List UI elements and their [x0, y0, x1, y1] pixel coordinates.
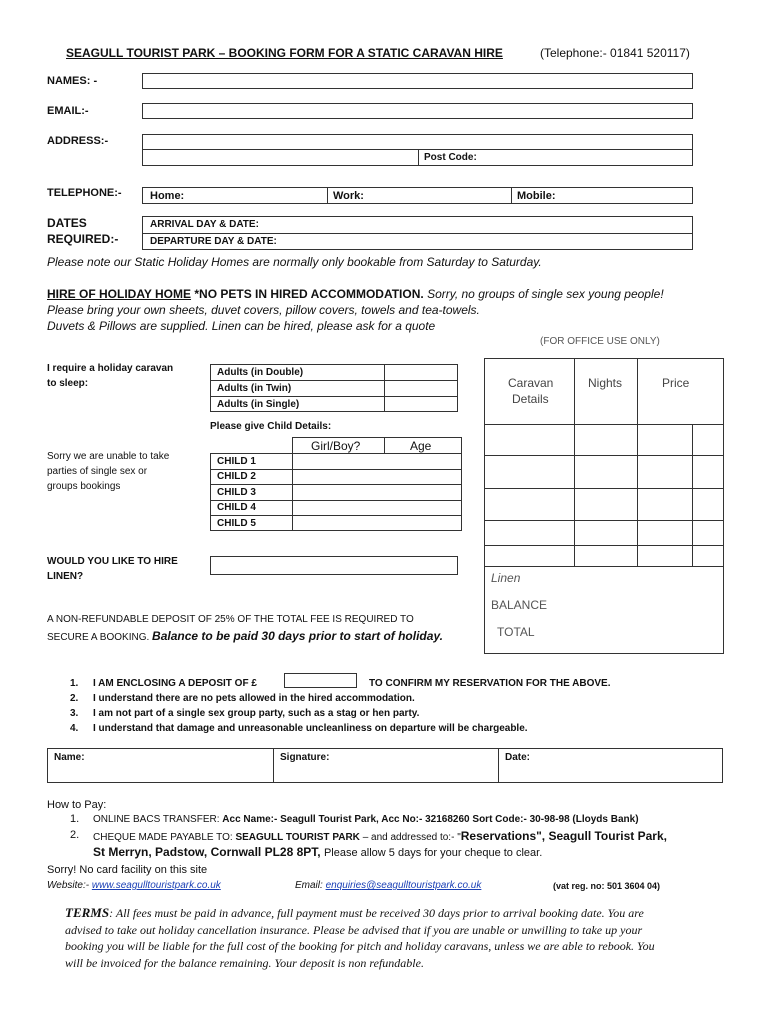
arrival-label: ARRIVAL DAY & DATE:: [150, 219, 259, 230]
terms-line-1: : All fees must be paid in advance, full payment must be received 30 days prior to arrival booking date. You are: [109, 906, 644, 920]
sign-name-input[interactable]: [92, 750, 270, 780]
website-link[interactable]: www.seagulltouristpark.co.uk: [91, 880, 221, 891]
price-header: Price: [662, 376, 690, 390]
home-phone-label: Home:: [150, 190, 185, 202]
decl-num-2: 2.: [70, 693, 79, 704]
child-row-line-3: [210, 500, 462, 501]
sleep-label-2: to sleep:: [47, 378, 89, 389]
vat-number: (vat reg. no: 501 3604 04): [553, 881, 661, 891]
telephone-input[interactable]: [142, 187, 693, 204]
sign-col-line-2: [498, 748, 499, 783]
office-row-line-6: [484, 566, 724, 567]
girl-boy-header: Girl/Boy?: [311, 439, 361, 453]
cheque-reservations: Reservations", Seagull Tourist Park,: [460, 829, 667, 843]
email-line: [295, 880, 481, 891]
no-card-note: Sorry! No card facility on this site: [47, 864, 208, 876]
terms-block: [65, 905, 725, 971]
caravan-header-2: Details: [512, 392, 549, 406]
confirm-reservation-text: TO CONFIRM MY RESERVATION FOR THE ABOVE.: [369, 678, 611, 689]
child-4-label: CHILD 4: [217, 502, 256, 513]
terms-heading: TERMS: [65, 905, 110, 920]
nights-header: Nights: [588, 376, 623, 390]
sleep-col-line: [384, 364, 385, 412]
child-details-heading: Please give Child Details:: [210, 421, 332, 432]
mobile-phone-label: Mobile:: [517, 190, 556, 202]
sorry-note-2: parties of single sex or: [47, 466, 148, 477]
adults-double-label: Adults (in Double): [217, 367, 304, 378]
balance-due-note: Balance to be paid 30 days prior to start of holiday.: [152, 629, 443, 643]
office-row-line-5: [484, 545, 724, 546]
child-row-line-4: [210, 515, 462, 516]
names-label: NAMES: -: [47, 75, 98, 87]
child-col-line-1: [292, 453, 293, 531]
cheque-addressed: – and addressed to:- ": [362, 832, 461, 843]
child-2-label: CHILD 2: [217, 471, 256, 482]
terms-line-2: advised to take out holiday cancellation insurance. Please be advised that if you are unable or unwilling to take up your: [65, 922, 643, 937]
sign-date-input[interactable]: [538, 750, 720, 780]
sign-date-label: Date:: [505, 752, 531, 763]
no-single-sex-declaration: I am not part of a single sex group party, such as a stag or hen party.: [93, 708, 420, 719]
hire-heading: HIRE OF HOLIDAY HOME: [47, 287, 192, 301]
website-label: Website:-: [47, 880, 90, 891]
signature-input[interactable]: [342, 750, 495, 780]
postal-address: St Merryn, Padstow, Cornwall PL28 8PT,: [93, 845, 321, 859]
postcode-label: Post Code:: [424, 152, 477, 163]
dates-divider: [142, 233, 693, 234]
adults-twin-label: Adults (in Twin): [217, 383, 292, 394]
linen-question-2: LINEN?: [47, 571, 84, 582]
damage-declaration: I understand that damage and unreasonable uncleanliness on departure will be chargeable.: [93, 723, 528, 734]
bacs-label: ONLINE BACS TRANSFER:: [93, 814, 220, 825]
child-row-line-2: [210, 484, 462, 485]
child-1-label: CHILD 1: [217, 456, 256, 467]
adults-single-label: Adults (in Single): [217, 399, 300, 410]
bacs-details: Acc Name:- Seagull Tourist Park, Acc No:- 32168260 Sort Code:- 30-98-98 (Lloyds Bank): [222, 814, 639, 825]
deposit-amount-input[interactable]: [284, 673, 357, 688]
adults-double-input[interactable]: [386, 366, 456, 379]
terms-line-4: will be invoiced for the balance remaining. Your deposit is non refundable.: [65, 955, 424, 970]
linen-question-1: WOULD YOU LIKE TO HIRE: [47, 556, 178, 567]
duvets-note: Duvets & Pillows are supplied. Linen can be hired, please ask for a quote: [47, 319, 436, 333]
form-title: SEAGULL TOURIST PARK – BOOKING FORM FOR A STATIC CARAVAN HIRE: [66, 46, 503, 60]
sleep-label-1: I require a holiday caravan: [47, 363, 174, 374]
deposit-secure: SECURE A BOOKING.: [47, 632, 150, 643]
dates-label-2: REQUIRED:-: [47, 232, 119, 246]
address-label: ADDRESS:-: [47, 135, 109, 147]
sign-name-label: Name:: [54, 752, 85, 763]
bring-note: Please bring your own sheets, duvet covers, pillow covers, towels and tea-towels.: [47, 303, 480, 317]
telephone-label: TELEPHONE:-: [47, 187, 122, 199]
age-header: Age: [410, 439, 432, 453]
linen-office-label: Linen: [491, 571, 521, 585]
office-use-label: (FOR OFFICE USE ONLY): [540, 336, 660, 347]
bacs-line: [93, 814, 639, 825]
office-row-line-3: [484, 488, 724, 489]
office-row-line-4: [484, 520, 724, 521]
office-col-line-1: [574, 358, 575, 566]
child-row-line-1: [210, 469, 462, 470]
caravan-header-1: Caravan: [508, 376, 554, 390]
website-line: [47, 880, 221, 891]
deposit-amount-label: I AM ENCLOSING A DEPOSIT OF £: [93, 678, 257, 689]
cheque-clear-note: Please allow 5 days for your cheque to clear.: [323, 847, 543, 859]
tel-divider-1: [327, 187, 328, 204]
cheque-label: CHEQUE MADE PAYABLE TO:: [93, 832, 233, 843]
how-to-pay-heading: How to Pay:: [47, 799, 107, 811]
office-col-line-2: [637, 358, 638, 566]
hire-heading-line: [47, 287, 664, 301]
cheque-payee: SEAGULL TOURIST PARK: [235, 832, 360, 843]
saturday-note: Please note our Static Holiday Homes are normally only bookable from Saturday to Saturday.: [47, 255, 542, 269]
address-line: [93, 845, 542, 859]
adults-twin-input[interactable]: [386, 382, 456, 395]
sleep-row-line-1: [210, 380, 458, 381]
postcode-divider: [418, 149, 419, 166]
deposit-line-2: [47, 629, 443, 643]
cheque-line: [93, 829, 667, 843]
email-link[interactable]: enquiries@seagulltouristpark.co.uk: [325, 880, 482, 891]
sleep-row-line-2: [210, 396, 458, 397]
total-label: TOTAL: [497, 625, 535, 639]
office-row-line-1: [484, 424, 724, 425]
no-pets-note: *NO PETS IN HIRED ACCOMMODATION.: [194, 287, 424, 301]
pay-num-1: 1.: [70, 813, 80, 825]
balance-label: BALANCE: [491, 598, 548, 612]
sorry-note-1: Sorry we are unable to take: [47, 451, 170, 462]
no-pets-declaration: I understand there are no pets allowed in the hired accommodation.: [93, 693, 415, 704]
deposit-line-1: A NON-REFUNDABLE DEPOSIT OF 25% OF THE TOTAL FEE IS REQUIRED TO: [47, 614, 414, 625]
no-groups-note: Sorry, no groups of single sex young people!: [427, 287, 664, 301]
child-5-label: CHILD 5: [217, 518, 256, 529]
names-input[interactable]: [142, 73, 693, 89]
email-input[interactable]: [142, 103, 693, 119]
decl-num-1: 1.: [70, 678, 79, 689]
decl-num-4: 4.: [70, 723, 79, 734]
sign-col-line-1: [273, 748, 274, 783]
sign-signature-label: Signature:: [280, 752, 330, 763]
departure-label: DEPARTURE DAY & DATE:: [150, 236, 277, 247]
work-phone-label: Work:: [333, 190, 364, 202]
adults-single-input[interactable]: [386, 398, 456, 411]
child-3-label: CHILD 3: [217, 487, 256, 498]
dates-label-1: DATES: [47, 216, 87, 230]
office-row-line-2: [484, 455, 724, 456]
email-contact-label: Email:: [295, 880, 323, 891]
terms-line-3: booking you will be liable for the full cost of the booking for pitch and holiday caravans, unless we are able to rebook. You: [65, 939, 655, 953]
decl-num-3: 3.: [70, 708, 79, 719]
email-label: EMAIL:-: [47, 105, 89, 117]
tel-divider-2: [511, 187, 512, 204]
linen-input[interactable]: [210, 556, 458, 575]
park-telephone: (Telephone:- 01841 520117): [540, 46, 690, 60]
pay-num-2: 2.: [70, 829, 80, 841]
sorry-note-3: groups bookings: [47, 481, 121, 492]
